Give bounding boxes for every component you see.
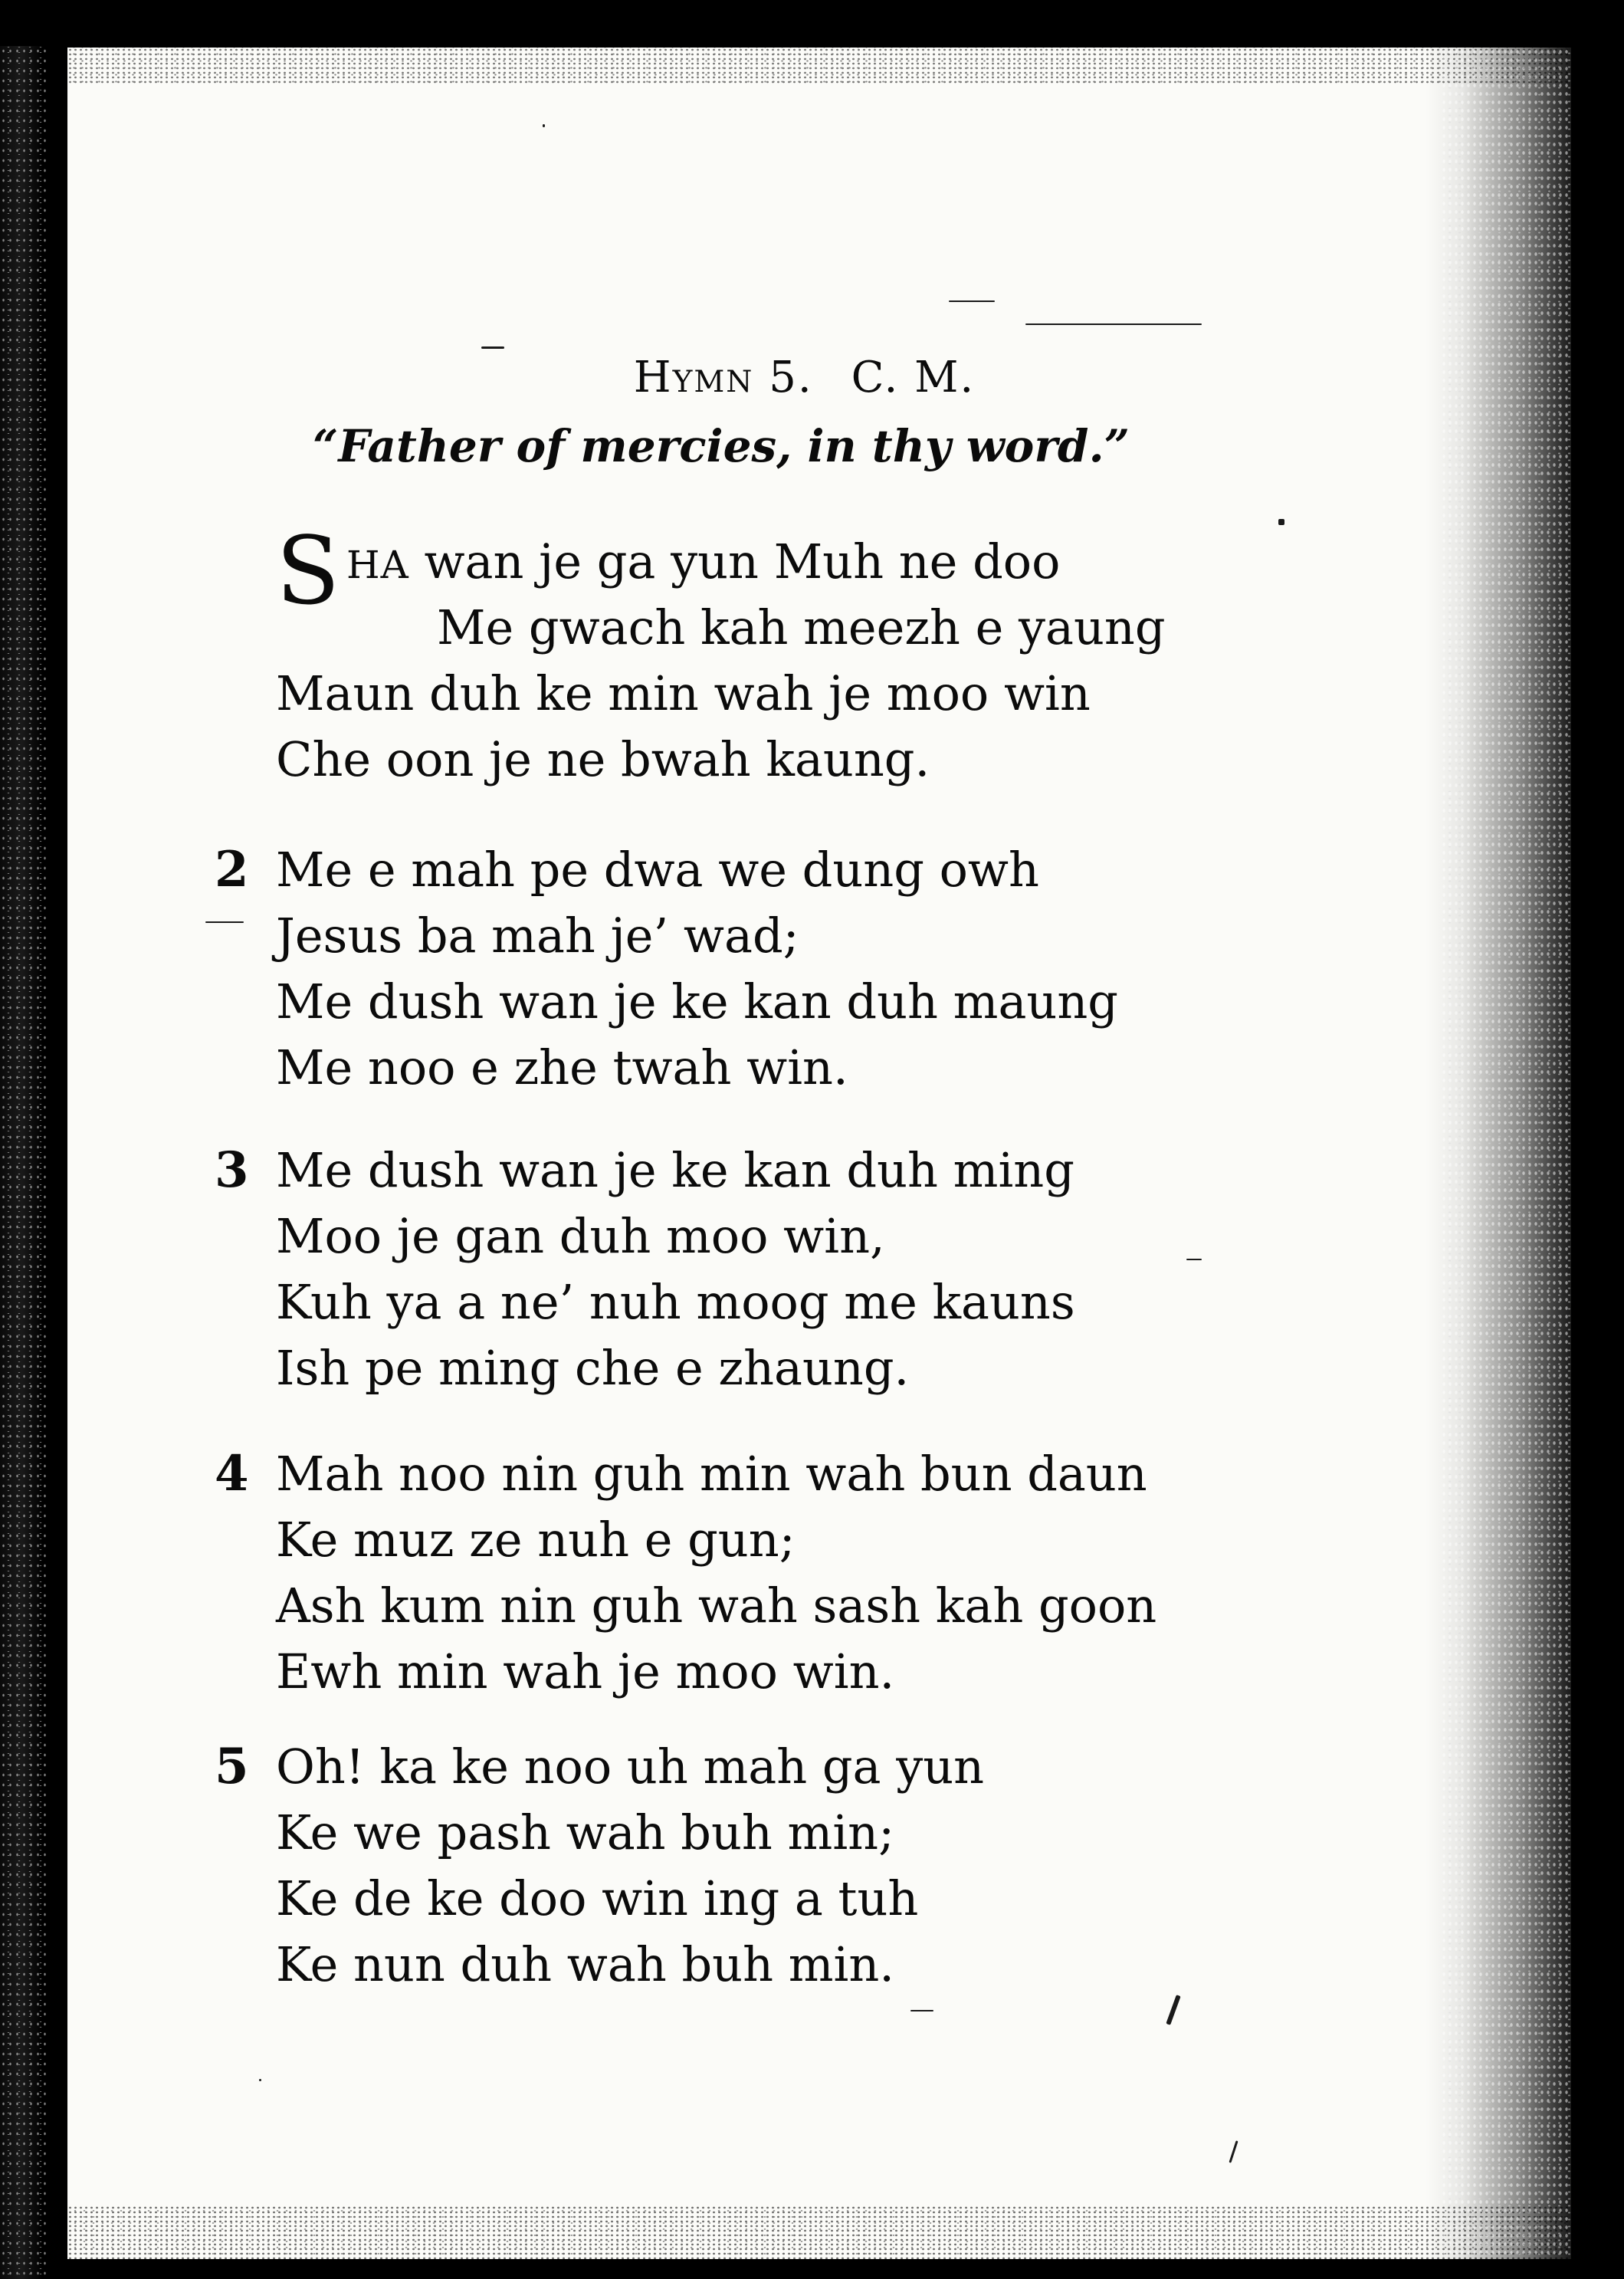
stanza-line: Kuh ya a ne’ nuh moog me kauns (276, 1274, 1075, 1330)
stanza-line: Ish pe ming che e zhaung. (276, 1340, 910, 1396)
stanza-line: Me dush wan je ke kan duh maung (276, 974, 1118, 1029)
stanza-3 (215, 1138, 1426, 1401)
drop-cap: S (276, 517, 340, 626)
stanza-line: Maun duh ke min wah je moo win (276, 665, 1091, 721)
stanza-line-text: wan je ga yun Muh ne doo (424, 534, 1061, 589)
stanza-line: Ash kum nin guh wah sash kah goon (276, 1578, 1157, 1634)
ink-speck (481, 346, 504, 349)
stanza-line (215, 837, 1426, 903)
stanza-line: Che oon je ne bwah kaung. (276, 731, 930, 787)
stanza-line (215, 1734, 1426, 1800)
stanza-number: 2 (215, 841, 249, 898)
ink-speck (1025, 323, 1202, 325)
stanza-5 (215, 1734, 1426, 1998)
ink-speck (949, 300, 995, 302)
hymn-meter: C. M. (851, 353, 976, 402)
stanza-line-text: Oh! ka ke noo uh mah ga yun (276, 1739, 985, 1795)
stanza-line: Me noo e zhe twah win. (276, 1039, 848, 1095)
stanza-1 (276, 517, 1426, 793)
ink-speck (543, 124, 545, 127)
stanza-line (215, 1441, 1426, 1507)
stanza-2 (215, 837, 1426, 1101)
ink-speck (1278, 519, 1284, 525)
ink-speck (910, 2010, 933, 2011)
stanza-line: Ke muz ze nuh e gun; (276, 1512, 796, 1568)
stanza-line: Ke de ke doo win ing a tuh (276, 1870, 919, 1926)
bottom-edge-noise (67, 2205, 1571, 2259)
stanza-line: Ewh min wah je moo win. (276, 1644, 895, 1699)
stanza-number: 4 (215, 1445, 249, 1502)
stanza-line: Jesus ba mah je’ wad; (276, 908, 799, 964)
stanza-line: Me gwach kah meezh e yaung (437, 599, 1166, 655)
stanza-line-text: Mah noo nin guh min wah bun daun (276, 1446, 1147, 1502)
stanza-line: Ke we pash wah buh min; (276, 1804, 894, 1860)
stanza-4 (215, 1441, 1426, 1705)
ink-speck (205, 921, 244, 923)
hymn-number: Hymn 5. (633, 353, 813, 402)
ink-speck (1166, 1995, 1180, 2025)
hymn-english-first-line: “Father of mercies, in thy word.” (313, 420, 1130, 472)
hymn-heading (0, 353, 1624, 402)
hymn-title (634, 353, 975, 402)
stanza-line-text: Me dush wan je ke kan duh ming (276, 1142, 1074, 1198)
stanza-line (276, 517, 1426, 626)
stanza-line (215, 1138, 1426, 1204)
stanza-line: Moo je gan duh moo win, (276, 1208, 885, 1264)
stanza-number: 5 (215, 1738, 249, 1795)
ink-speck (1229, 2140, 1238, 2162)
ink-speck (259, 2079, 261, 2081)
drop-cap-rest: HA (346, 543, 409, 587)
top-edge-noise (67, 48, 1571, 84)
stanza-line-text: Me e mah pe dwa we dung owh (276, 842, 1039, 898)
stanza-number: 3 (215, 1141, 249, 1199)
stanza-line: Ke nun duh wah buh min. (276, 1936, 894, 1992)
